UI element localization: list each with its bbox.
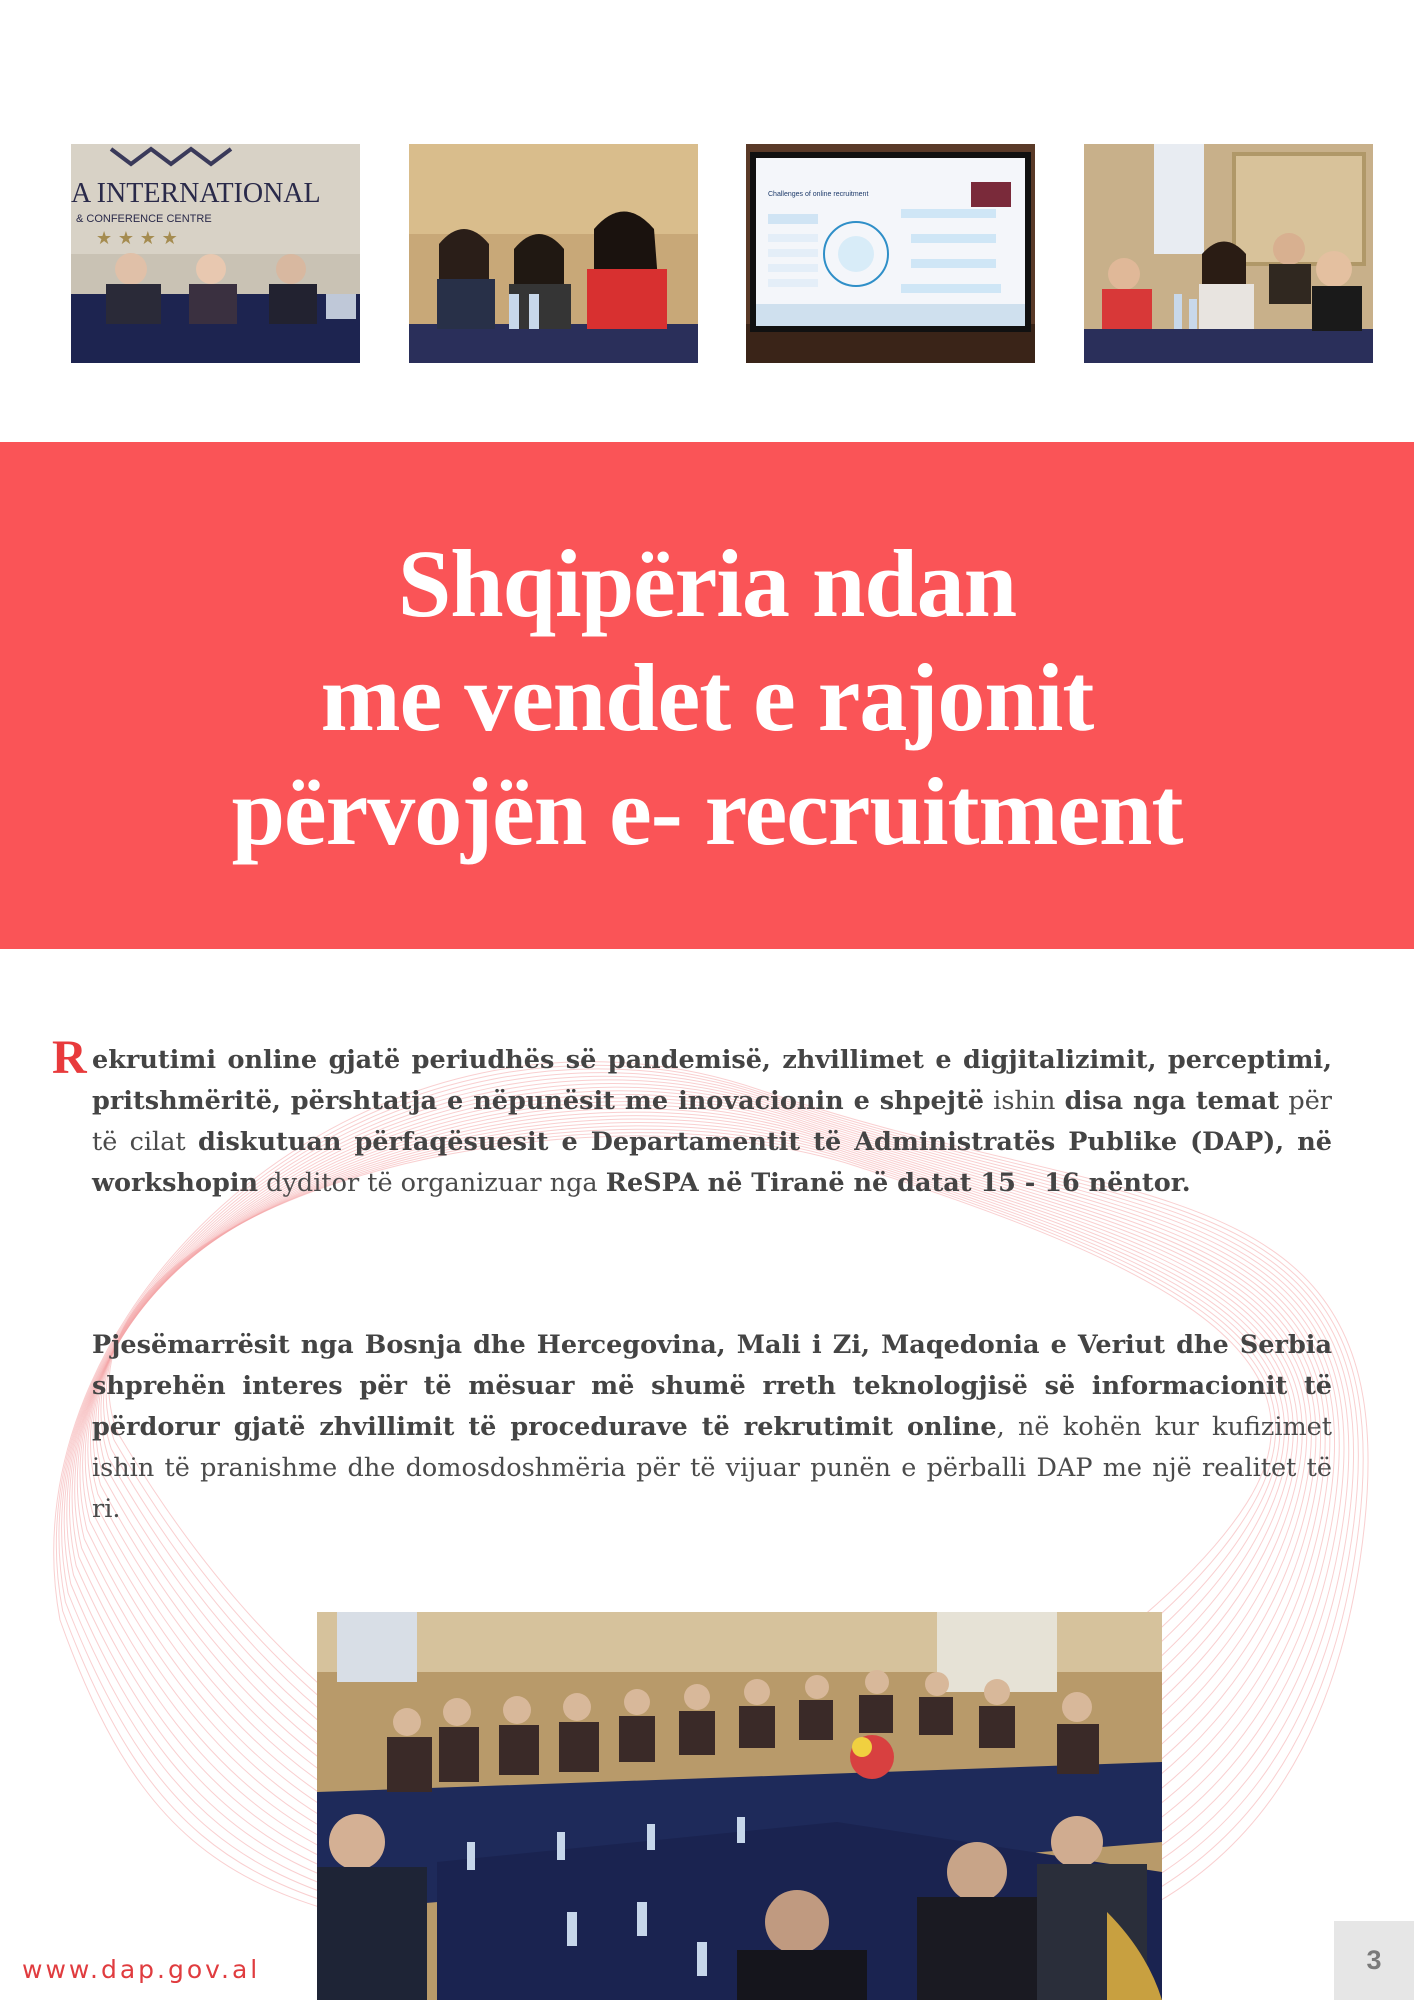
svg-text:★ ★ ★ ★: ★ ★ ★ ★	[96, 228, 178, 249]
photo-conference-panel	[71, 144, 360, 363]
page-number: 3	[1334, 1921, 1414, 2000]
p1-bold-1: ekrutimi online gjatë periudhës së pandemisë, zhvillimet e digjitalizimit, perceptimi, pritshmëritë, përshtatja e nëpunësit me inovacionin e shpejtë	[92, 1045, 1332, 1116]
paragraph-1	[52, 1031, 1332, 1204]
photo3-slide-title: Challenges of online recruitment	[768, 191, 869, 198]
photo-workshop-room	[317, 1612, 1162, 2000]
title-banner	[0, 442, 1414, 949]
p1-bold-3: diskutuan përfaqësuesit e Departamentit të Administratës Publike (DAP), në workshopin	[92, 1127, 1332, 1198]
p1-bold-4: ReSPA në Tiranë në datat 15 - 16 nëntor.	[605, 1168, 1191, 1198]
photo-presentation-screen	[746, 144, 1035, 363]
photo1-sign-line2: & CONFERENCE CENTRE	[76, 213, 212, 225]
title-line-3: përvojën e- recruitment	[231, 758, 1183, 865]
p2-bold-1: Pjesëmarrësit nga Bosnja dhe Hercegovina, Mali i Zi, Maqedonia e Veriut dhe Serbia shprehën interes për të mësuar më shumë rreth teknologjisë së informacionit të përdorur gjatë zhvillimit të procedurave të rekrutimit online	[92, 1330, 1332, 1442]
website-url[interactable]: www.dap.gov.al	[22, 1955, 261, 1984]
article-title	[0, 527, 1414, 869]
photo-participants-table	[1084, 144, 1373, 363]
paragraph-2	[92, 1325, 1332, 1530]
photo-participants-women	[409, 144, 698, 363]
title-line-2: me vendet e rajonit	[320, 644, 1094, 751]
p1-bold-2: disa nga temat	[1064, 1086, 1280, 1116]
photo1-sign-line1: A INTERNATIONAL	[71, 178, 321, 209]
p1-text-3: dyditor të organizuar nga	[258, 1168, 606, 1198]
p2-text-1: , në kohën kur kufizimet ishin të pranishme dhe domosdoshmëria për të vijuar punën e përballi DAP me një realitet të ri.	[92, 1412, 1333, 1524]
p1-text-2: për të cilat	[92, 1086, 1332, 1157]
drop-cap: R	[52, 1031, 87, 1084]
title-line-1: Shqipëria ndan	[397, 530, 1017, 637]
p1-text-1: ishin	[983, 1086, 1065, 1116]
